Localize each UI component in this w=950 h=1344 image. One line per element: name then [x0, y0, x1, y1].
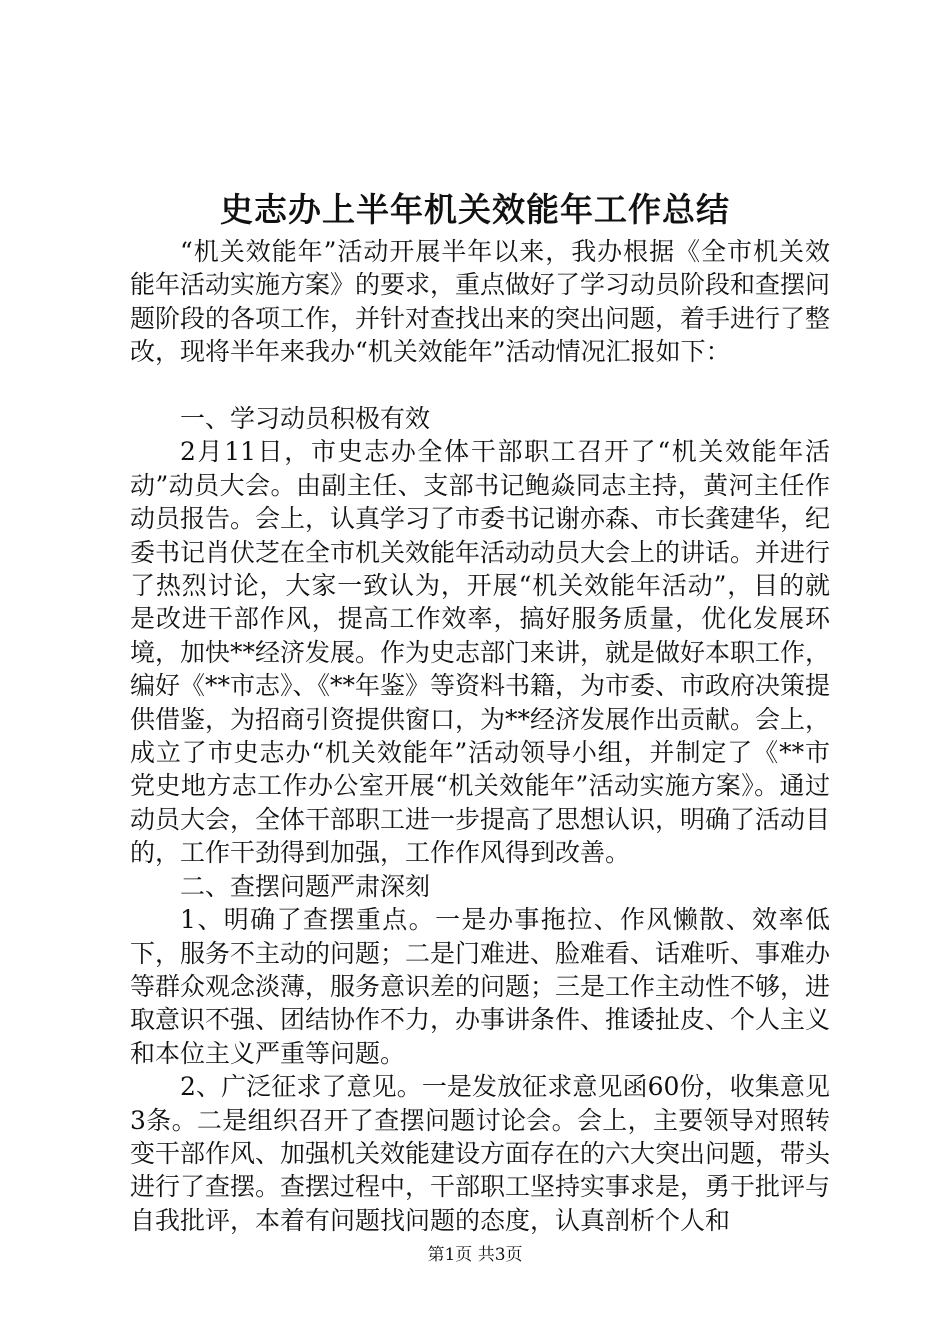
paragraph-spacer	[130, 369, 830, 402]
intro-paragraph: “机关效能年”活动开展半年以来，我办根据《全市机关效能年活动实施方案》的要求，重点做好了学习动员阶段和查摆问题阶段的各项工作，并针对查找出来的突出问题，着手进行了整改，现将半年来我办“机关效能年”活动情况汇报如下：	[130, 237, 831, 367]
section-heading-1: 一、学习动员积极有效	[180, 404, 431, 434]
section-2-item-1: 1、明确了查摆重点。一是办事拖拉、作风懒散、效率低下，服务不主动的问题；二是门难进、脸难看、话难听、事难办等群众观念淡薄，服务意识差的问题；三是工作主动性不够，进取意识不强、团结协作不力，办事讲条件、推诿扯皮、个人主义和本位主义严重等问题。	[130, 905, 831, 1068]
page-footer: 第1页 共3页	[427, 1245, 523, 1265]
document-body	[130, 235, 830, 1237]
section-1-paragraph: 2月11日，市史志办全体干部职工召开了“机关效能年活动”动员大会。由副主任、支部书记鲍焱同志主持，黄河主任作动员报告。会上，认真学习了市委书记谢亦森、市长龚建华，纪委书记肖伏芝在全市机关效能年活动动员大会上的讲话。并进行了热烈讨论，大家一致认为，开展“机关效能年活动”，目的就是改进干部作风，提高工作效率，搞好服务质量，优化发展环境，加快**经济发展。作为史志部门来讲，就是做好本职工作，编好《**市志》、《**年鉴》等资料书籍，为市委、市政府决策提供借鉴，为招商引资提供窗口，为**经济发展作出贡献。会上，成立了市史志办“机关效能年”活动领导小组，并制定了《**市党史地方志工作办公室开展“机关效能年”活动实施方案》。通过动员大会，全体干部职工进一步提高了思想认识，明确了活动目的，工作干劲得到加强，工作作风得到改善。	[130, 437, 831, 868]
section-2-item-2: 2、广泛征求了意见。一是发放征求意见函60份，收集意见3条。二是组织召开了查摆问题讨论会。会上，主要领导对照转变干部作风、加强机关效能建设方面存在的六大突出问题，带头进行了查摆。查摆过程中，干部职工坚持实事求是，勇于批评与自我批评，本着有问题找问题的态度，认真剖析个人和	[130, 1072, 831, 1235]
document-title: 史志办上半年机关效能年工作总结	[220, 190, 730, 229]
section-heading-2: 二、查摆问题严肃深刻	[180, 871, 431, 901]
